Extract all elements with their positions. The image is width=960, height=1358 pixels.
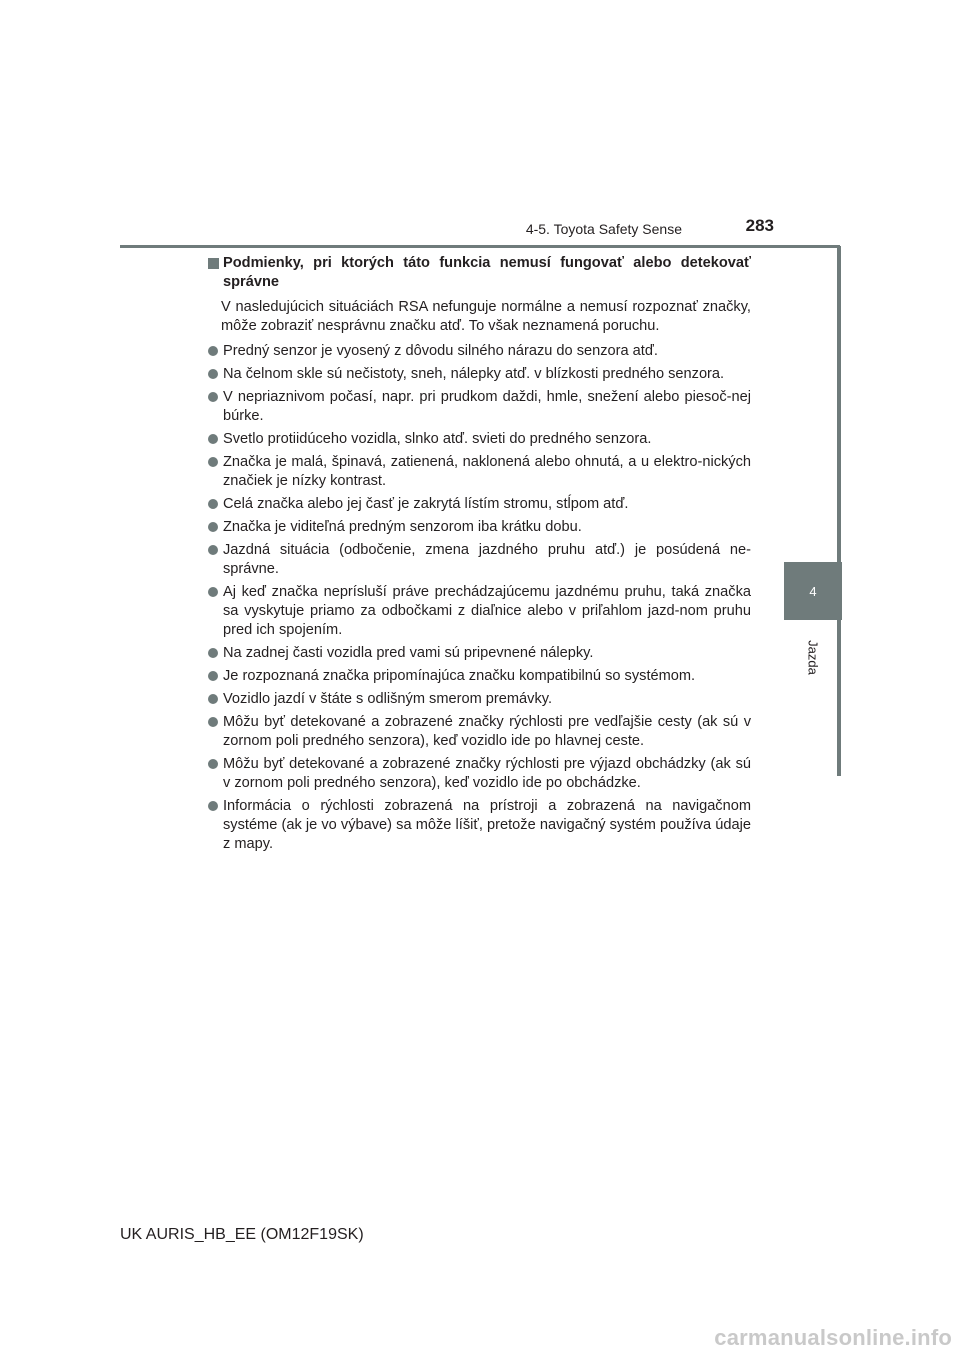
- square-bullet-icon: [208, 258, 219, 269]
- list-item-text: Na čelnom skle sú nečistoty, sneh, nálepky atď. v blízkosti predného senzora.: [223, 366, 725, 382]
- side-strip: [837, 246, 841, 776]
- header-section-title: 4-5. Toyota Safety Sense: [525, 221, 682, 237]
- section-heading-text: Podmienky, pri ktorých táto funkcia nemusí fungovať alebo detekovať správne: [223, 255, 751, 290]
- list-item: [208, 342, 751, 361]
- list-item-text: Celá značka alebo jej časť je zakrytá lístím stromu, stĺpom atď.: [223, 496, 629, 512]
- list-item-text: Môžu byť detekované a zobrazené značky rýchlosti pre vedľajšie cesty (ak sú v zornom poli predného senzora), keď vozidlo ide po hlavnej ceste.: [223, 714, 751, 749]
- list-item-text: Značka je viditeľná predným senzorom iba krátku dobu.: [223, 519, 582, 535]
- circle-bullet-icon: [208, 457, 218, 467]
- circle-bullet-icon: [208, 587, 218, 597]
- list-item-text: Informácia o rýchlosti zobrazená na prístroji a zobrazená na navigačnom systéme (ak je vo výbave) sa môže líšiť, pretože navigačný systém používa údaje z mapy.: [223, 798, 751, 852]
- list-item-text: Je rozpoznaná značka pripomínajúca značku kompatibilnú so systémom.: [223, 668, 696, 684]
- list-item: [208, 713, 751, 751]
- circle-bullet-icon: [208, 392, 218, 402]
- chapter-number: 4: [809, 583, 817, 599]
- list-item: [208, 667, 751, 686]
- chapter-tab: [784, 562, 842, 620]
- page-number: 283: [745, 216, 774, 235]
- circle-bullet-icon: [208, 694, 218, 704]
- circle-bullet-icon: [208, 434, 218, 444]
- circle-bullet-icon: [208, 717, 218, 727]
- circle-bullet-icon: [208, 545, 218, 555]
- circle-bullet-icon: [208, 801, 218, 811]
- circle-bullet-icon: [208, 369, 218, 379]
- watermark: carmanualsonline.info: [714, 1325, 952, 1350]
- list-item: [208, 690, 751, 709]
- circle-bullet-icon: [208, 759, 218, 769]
- list-item: [208, 365, 751, 384]
- circle-bullet-icon: [208, 499, 218, 509]
- list-item: [208, 541, 751, 579]
- list-item: [208, 644, 751, 663]
- list-item: [208, 583, 751, 640]
- circle-bullet-icon: [208, 346, 218, 356]
- intro-paragraph: V nasledujúcich situáciách RSA nefunguje normálne a nemusí rozpoznať značky, môže zobraziť nesprávnu značku atď. To však neznamená poruchu.: [221, 299, 751, 334]
- list-item-text: Jazdná situácia (odbočenie, zmena jazdného pruhu atď.) je posúdená ne-správne.: [223, 542, 751, 577]
- list-item-text: Môžu byť detekované a zobrazené značky rýchlosti pre výjazd obchádzky (ak sú v zornom poli predného senzora), keď vozidlo ide po obchádzke.: [223, 756, 751, 791]
- header-rule: [120, 245, 840, 248]
- list-item-text: Na zadnej časti vozidla pred vami sú pripevnené nálepky.: [223, 645, 594, 661]
- list-item: [208, 797, 751, 854]
- list-item-text: Vozidlo jazdí v štáte s odlišným smerom premávky.: [223, 691, 553, 707]
- list-item: [208, 755, 751, 793]
- conditions-list: [208, 342, 751, 854]
- main-content: [208, 254, 751, 858]
- circle-bullet-icon: [208, 648, 218, 658]
- list-item: [208, 388, 751, 426]
- footer-document-code: UK AURIS_HB_EE (OM12F19SK): [120, 1226, 364, 1243]
- list-item-text: Predný senzor je vyosený z dôvodu silného nárazu do senzora atď.: [223, 343, 658, 359]
- list-item-text: Značka je malá, špinavá, zatienená, naklonená alebo ohnutá, a u elektro-nických značiek je nízky kontrast.: [223, 454, 751, 489]
- chapter-label-text: Jazda: [805, 640, 821, 675]
- section-heading: [208, 254, 751, 292]
- list-item-text: Svetlo protiidúceho vozidla, slnko atď. svieti do predného senzora.: [223, 431, 652, 447]
- list-item: [208, 430, 751, 449]
- circle-bullet-icon: [208, 671, 218, 681]
- list-item: [208, 453, 751, 491]
- list-item-text: V nepriaznivom počasí, napr. pri prudkom daždi, hmle, snežení alebo piesoč-nej búrke.: [223, 389, 751, 424]
- circle-bullet-icon: [208, 522, 218, 532]
- list-item: [208, 518, 751, 537]
- list-item-text: Aj keď značka neprísluší práve prechádzajúcemu jazdnému pruhu, taká značka sa vyskytuje priamo za odbočkami z diaľnice alebo v priľahlom jazd-nom pruhu pred ich spojením.: [223, 584, 751, 638]
- list-item: [208, 495, 751, 514]
